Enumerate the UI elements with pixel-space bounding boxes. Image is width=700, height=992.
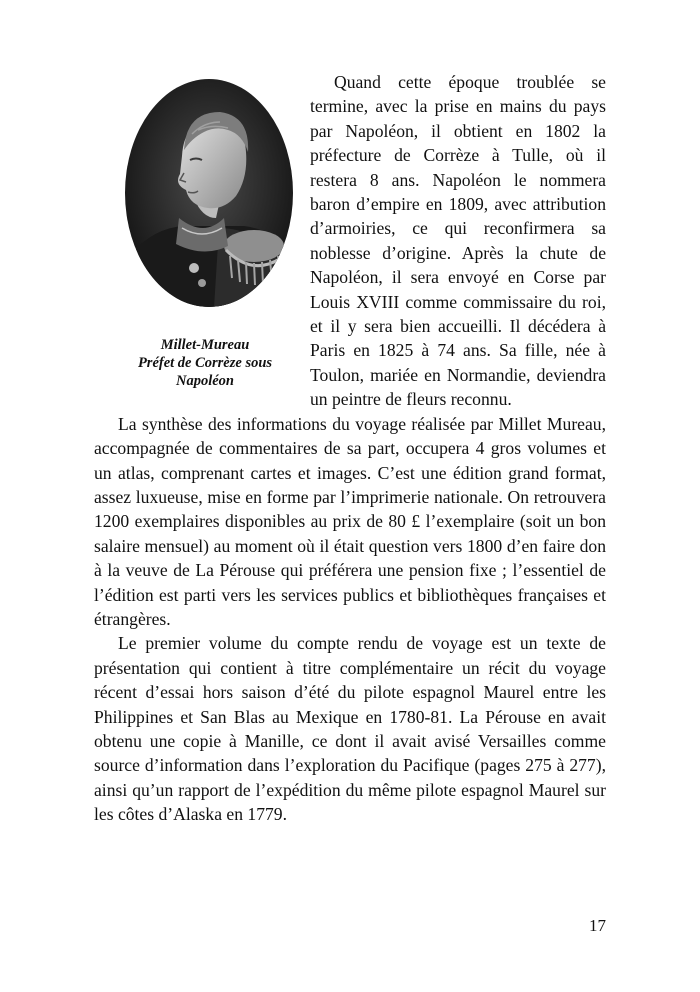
page-number: 17 [589,916,606,935]
portrait-figure [94,70,294,405]
portrait-image [124,78,294,308]
paragraph-1: Quand cette époque troublée se termine, avec la prise en mains du pays par Napoléon, il obtient en 1802 la préfecture de Corrèze à Tulle, où il restera 8 ans. Napoléon le nommera baron d’empire en 1809, avec attribution d’armoiries, ce qui reconfirmera sa noblesse d’origine. Après la chute de Napoléon, il sera envoyé en Corse par Louis XVIII comme commissaire du roi, et il y sera bien accueilli. Il décédera à Paris en 1825 à 74 ans. Sa fille, née à Toulon, mariée en Normandie, deviendra un peintre de fleurs reconnu. [310,72,606,410]
portrait-caption [94,336,316,390]
paragraph-3: Le premier volume du compte rendu de voyage est un texte de présentation qui contient à titre complémentaire un récit du voyage récent d’essai hors saison d’été du pilote espagnol Maurel entre les Philippines et San Blas au Mexique en 1780-81. La Pérouse en avait obtenu une copie à Manille, ce dont il avait avisé Versailles comme source d’information dans l’exploration du Pacifique (pages 275 à 277), ainsi qu’un rapport de l’expédition du même pilote espagnol Maurel sur les côtes d’Alaska en 1779. [94,633,606,825]
page-body [94,70,606,827]
caption-line-2: Préfet de Corrèze sous [137,355,273,371]
caption-line-3: Napoléon [176,373,234,389]
paragraph-2: La synthèse des informations du voyage réalisée par Millet Mureau, accompagnée de commentaires de sa part, occupera 4 gros volumes et un atlas, comprenant cartes et images. C’est une édition grand format, assez luxueuse, mise en forme par l’imprimerie nationale. On retrouvera 1200 exemplaires disponibles au prix de 80 £ l’exemplaire (soit un bon salaire mensuel) au moment où il était question vers 1800 d’en faire don à la veuve de La Pérouse qui préférera une pension fixe ; l’essentiel de l’édition est parti vers les services publics et bibliothèques françaises et étrangères. [94,413,606,629]
caption-line-1: Millet-Mureau [160,337,250,353]
